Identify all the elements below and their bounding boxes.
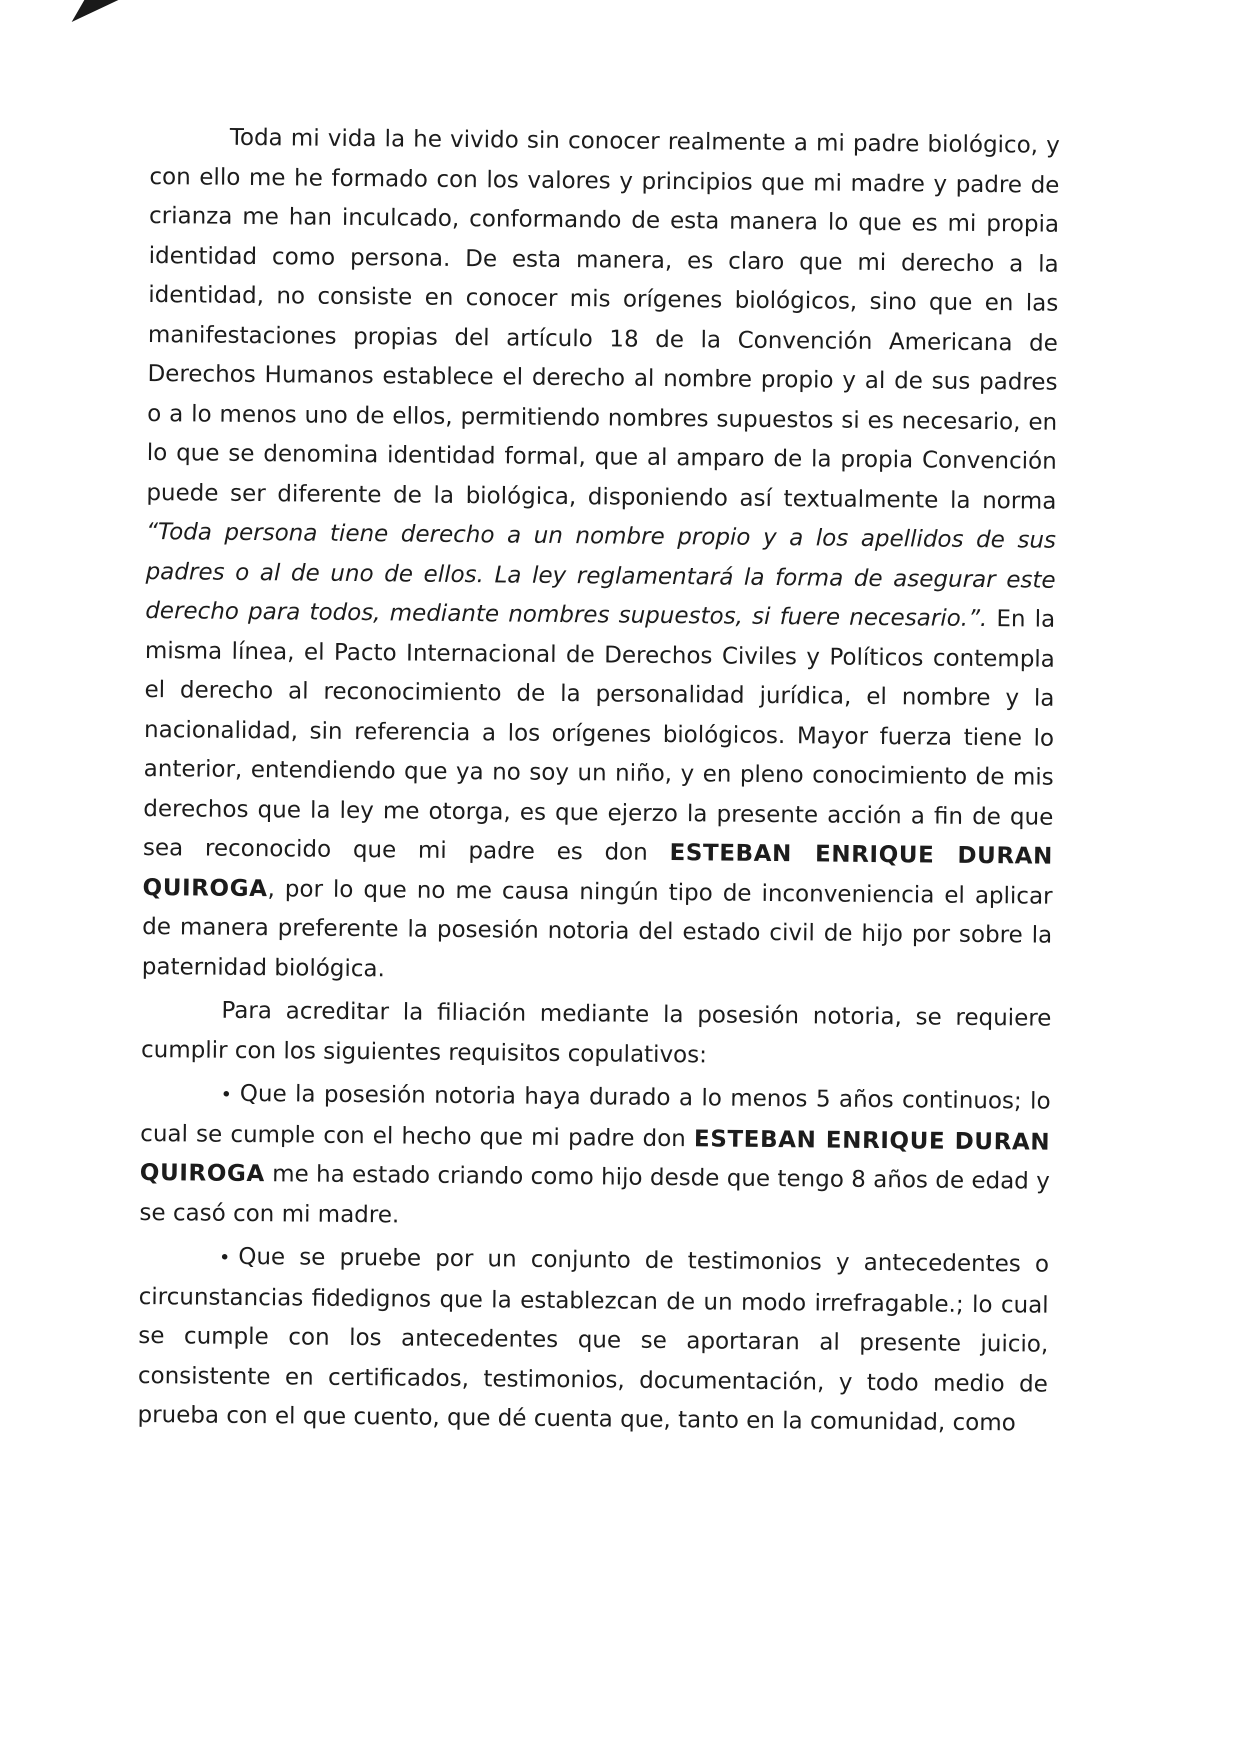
requirement-evidence-text: Que se pruebe por un conjunto de testimonios y antecedentes o circunstancias fidedignos que la establezcan de un modo irrefragable.; lo cual se cumple con los antecedentes que se aportaran al presente juicio, consistente en certificados, testimonios, documentación, y todo medio de prueba con el que cuento, que dé cuenta que, tanto en la comunidad, como bbox=[137, 1243, 1050, 1437]
requirement-item-evidence bbox=[137, 1237, 1049, 1444]
requirement-duration-end: me ha estado criando como hijo desde que tengo 8 años de edad y se casó con mi madre. bbox=[139, 1161, 1050, 1228]
father-name: ESTEBAN ENRIQUE DURAN QUIROGA bbox=[142, 840, 1054, 902]
father-name-repeat: ESTEBAN ENRIQUE DURAN QUIROGA bbox=[139, 1125, 1051, 1188]
paragraph-identity-middle: En la misma línea, el Pacto Internacional de Derechos Civiles y Políticos contempla el derecho al reconocimiento de la personalidad jurídica, el nombre y la nacionalidad, sin referencia a los orígenes biológicos. Mayor fuerza tiene lo anterior, entendiendo que ya no soy un niño, y en pleno conocimiento de mis derechos que la ley me otorga, es que ejerzo la presente acción a fin de que sea reconocido que mi padre es don bbox=[142, 606, 1056, 867]
bullet-icon: • bbox=[218, 1246, 231, 1269]
paragraph-identity-end: , por lo que no me causa ningún tipo de inconveniencia el aplicar de manera preferente la posesión notoria del estado civil de hijo por sobre la paternidad biológica. bbox=[141, 875, 1053, 982]
paragraph-identity-intro: Toda mi vida la he vivido sin conocer realmente a mi padre biológico, y con ello me he formado con los valores y principios que mi madre y padre de crianza me han inculcado, conformando de esta manera lo que es mi propia identidad como persona. De esta manera, es claro que mi derecho a la identidad, no consiste en conocer mis orígenes biológicos, sino que en las manifestaciones propias del artículo 18 de la Convención Americana de Derechos Humanos establece el derecho al nombre propio y al de sus padres o a lo menos uno de ellos, permitiendo nombres supuestos si es necesario, en lo que se denomina identidad formal, que al amparo de la propia Convención puede ser diferente de la biológica, disponiendo así textualmente la norma bbox=[146, 124, 1060, 515]
bullet-icon: • bbox=[220, 1083, 232, 1106]
document-body bbox=[137, 118, 1060, 1444]
requirement-duration-start: Que la posesión notoria haya durado a lo menos 5 años continuos; lo cual se cumple con el hecho que mi padre don bbox=[140, 1080, 1051, 1152]
requirement-item-duration bbox=[139, 1074, 1050, 1242]
convention-quote: “Toda persona tiene derecho a un nombre propio y a los apellidos de sus padres o al de uno de ellos. La ley reglamentará la forma de asegurar este derecho para todos, mediante nombres supuestos, si fuere necesario.”. bbox=[145, 518, 1057, 633]
paragraph-requirements: Para acreditar la filiación mediante la posesión notoria, se requiere cumplir con los siguientes requisitos copulativos: bbox=[140, 997, 1052, 1068]
scan-corner-mark bbox=[72, 0, 119, 22]
paragraph-identity bbox=[142, 118, 1060, 996]
